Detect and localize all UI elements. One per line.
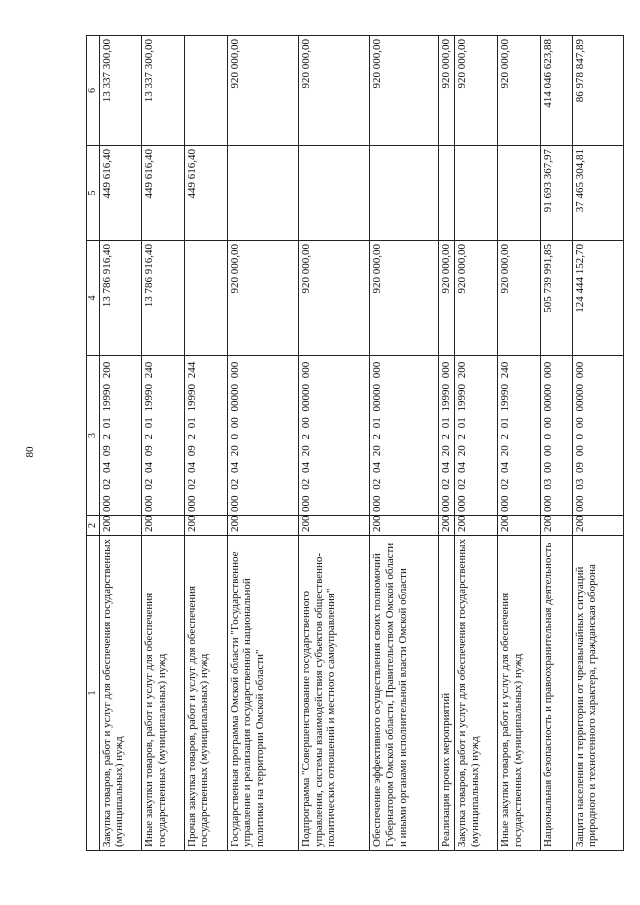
header-cell: 3 xyxy=(87,356,100,516)
row-col2: 200 xyxy=(370,516,438,536)
row-name: Защита населения и территории от чрезвычайных ситуаций природного и техногенного характера, гражданская оборона xyxy=(572,536,623,851)
row-name: Иные закупки товаров, работ и услуг для обеспечения государственных (муниципальных) нужд xyxy=(142,536,185,851)
row-col5 xyxy=(438,146,455,241)
row-name: Государственная программа Омской области "Государственное управление и реализация государственной национальной политики на территории Омской области" xyxy=(227,536,298,851)
row-code: 000 02 04 20 2 00 00000 000 xyxy=(298,356,369,516)
header-cell: 1 xyxy=(87,536,100,851)
row-col6: 920 000,00 xyxy=(455,36,498,146)
row-col5: 91 693 367,97 xyxy=(540,146,572,241)
header-row xyxy=(87,36,100,851)
row-col2: 200 xyxy=(438,516,455,536)
table-row xyxy=(498,36,541,851)
row-col6 xyxy=(184,36,227,146)
row-name: Закупка товаров, работ и услуг для обеспечения государственных (муниципальных) нужд xyxy=(455,536,498,851)
table-row xyxy=(370,36,438,851)
row-col4: 124 444 152,70 xyxy=(572,241,623,356)
row-col2: 200 xyxy=(572,516,623,536)
row-col4: 920 000,00 xyxy=(370,241,438,356)
row-col2: 200 xyxy=(99,516,142,536)
header-cell: 4 xyxy=(87,241,100,356)
row-col4: 920 000,00 xyxy=(298,241,369,356)
row-col4: 920 000,00 xyxy=(455,241,498,356)
row-col6: 920 000,00 xyxy=(298,36,369,146)
row-name: Обеспечение эффективного осуществления своих полномочий Губернатором Омской области, Правительством Омской области и иными органами исполнительной власти Омской области xyxy=(370,536,438,851)
row-code: 000 02 04 09 2 01 19990 240 xyxy=(142,356,185,516)
row-col4: 505 739 991,85 xyxy=(540,241,572,356)
table-row xyxy=(298,36,369,851)
row-col5 xyxy=(455,146,498,241)
row-col4: 920 000,00 xyxy=(498,241,541,356)
row-col4: 13 786 916,40 xyxy=(142,241,185,356)
row-code: 000 02 04 20 0 00 00000 000 xyxy=(227,356,298,516)
budget-table xyxy=(86,35,624,851)
row-code: 000 02 04 20 2 01 19990 200 xyxy=(455,356,498,516)
row-col2: 200 xyxy=(298,516,369,536)
row-col5 xyxy=(370,146,438,241)
row-col5 xyxy=(298,146,369,241)
row-code: 000 03 09 00 0 00 00000 000 xyxy=(572,356,623,516)
row-col5 xyxy=(498,146,541,241)
header-cell: 6 xyxy=(87,36,100,146)
row-code: 000 02 04 09 2 01 19990 200 xyxy=(99,356,142,516)
page-number: 80 xyxy=(24,446,36,458)
row-col5: 449 616,40 xyxy=(142,146,185,241)
row-col5: 449 616,40 xyxy=(184,146,227,241)
row-name: Подпрограмма "Совершенствование государственного управления, системы взаимодействия субъектов общественно-политических отношений и местного самоуправления" xyxy=(298,536,369,851)
row-col2: 200 xyxy=(184,516,227,536)
row-col2: 200 xyxy=(540,516,572,536)
row-col4: 920 000,00 xyxy=(227,241,298,356)
table-row xyxy=(142,36,185,851)
table-row xyxy=(227,36,298,851)
row-code: 000 02 04 20 2 01 00000 000 xyxy=(370,356,438,516)
row-col6: 13 337 300,00 xyxy=(142,36,185,146)
row-col5: 37 465 304,81 xyxy=(572,146,623,241)
budget-table-container xyxy=(86,36,624,851)
table-row xyxy=(438,36,455,851)
table-row xyxy=(99,36,142,851)
row-code: 000 02 04 09 2 01 19990 244 xyxy=(184,356,227,516)
row-name: Национальная безопасность и правоохранительная деятельность xyxy=(540,536,572,851)
row-col5: 449 616,40 xyxy=(99,146,142,241)
row-col2: 200 xyxy=(455,516,498,536)
table-row xyxy=(455,36,498,851)
row-name: Закупка товаров, работ и услуг для обеспечения государственных (муниципальных) нужд xyxy=(99,536,142,851)
row-col6: 13 337 300,00 xyxy=(99,36,142,146)
row-col4: 13 786 916,40 xyxy=(99,241,142,356)
row-name: Прочая закупка товаров, работ и услуг для обеспечения государственных (муниципальных) нужд xyxy=(184,536,227,851)
row-col4: 920 000,00 xyxy=(438,241,455,356)
row-col6: 414 046 623,88 xyxy=(540,36,572,146)
row-col6: 920 000,00 xyxy=(498,36,541,146)
row-col2: 200 xyxy=(227,516,298,536)
row-code: 000 02 04 20 2 01 19990 000 xyxy=(438,356,455,516)
header-cell: 5 xyxy=(87,146,100,241)
row-col6: 86 978 847,89 xyxy=(572,36,623,146)
header-cell: 2 xyxy=(87,516,100,536)
row-col4 xyxy=(184,241,227,356)
row-col6: 920 000,00 xyxy=(227,36,298,146)
row-col6: 920 000,00 xyxy=(370,36,438,146)
row-name: Иные закупки товаров, работ и услуг для обеспечения государственных (муниципальных) нужд xyxy=(498,536,541,851)
table-row xyxy=(184,36,227,851)
table-row xyxy=(540,36,572,851)
row-col2: 200 xyxy=(142,516,185,536)
row-code: 000 03 00 00 0 00 00000 000 xyxy=(540,356,572,516)
row-col2: 200 xyxy=(498,516,541,536)
table-row xyxy=(572,36,623,851)
row-name: Реализация прочих мероприятий xyxy=(438,536,455,851)
row-col6: 920 000,00 xyxy=(438,36,455,146)
row-col5 xyxy=(227,146,298,241)
row-code: 000 02 04 20 2 01 19990 240 xyxy=(498,356,541,516)
